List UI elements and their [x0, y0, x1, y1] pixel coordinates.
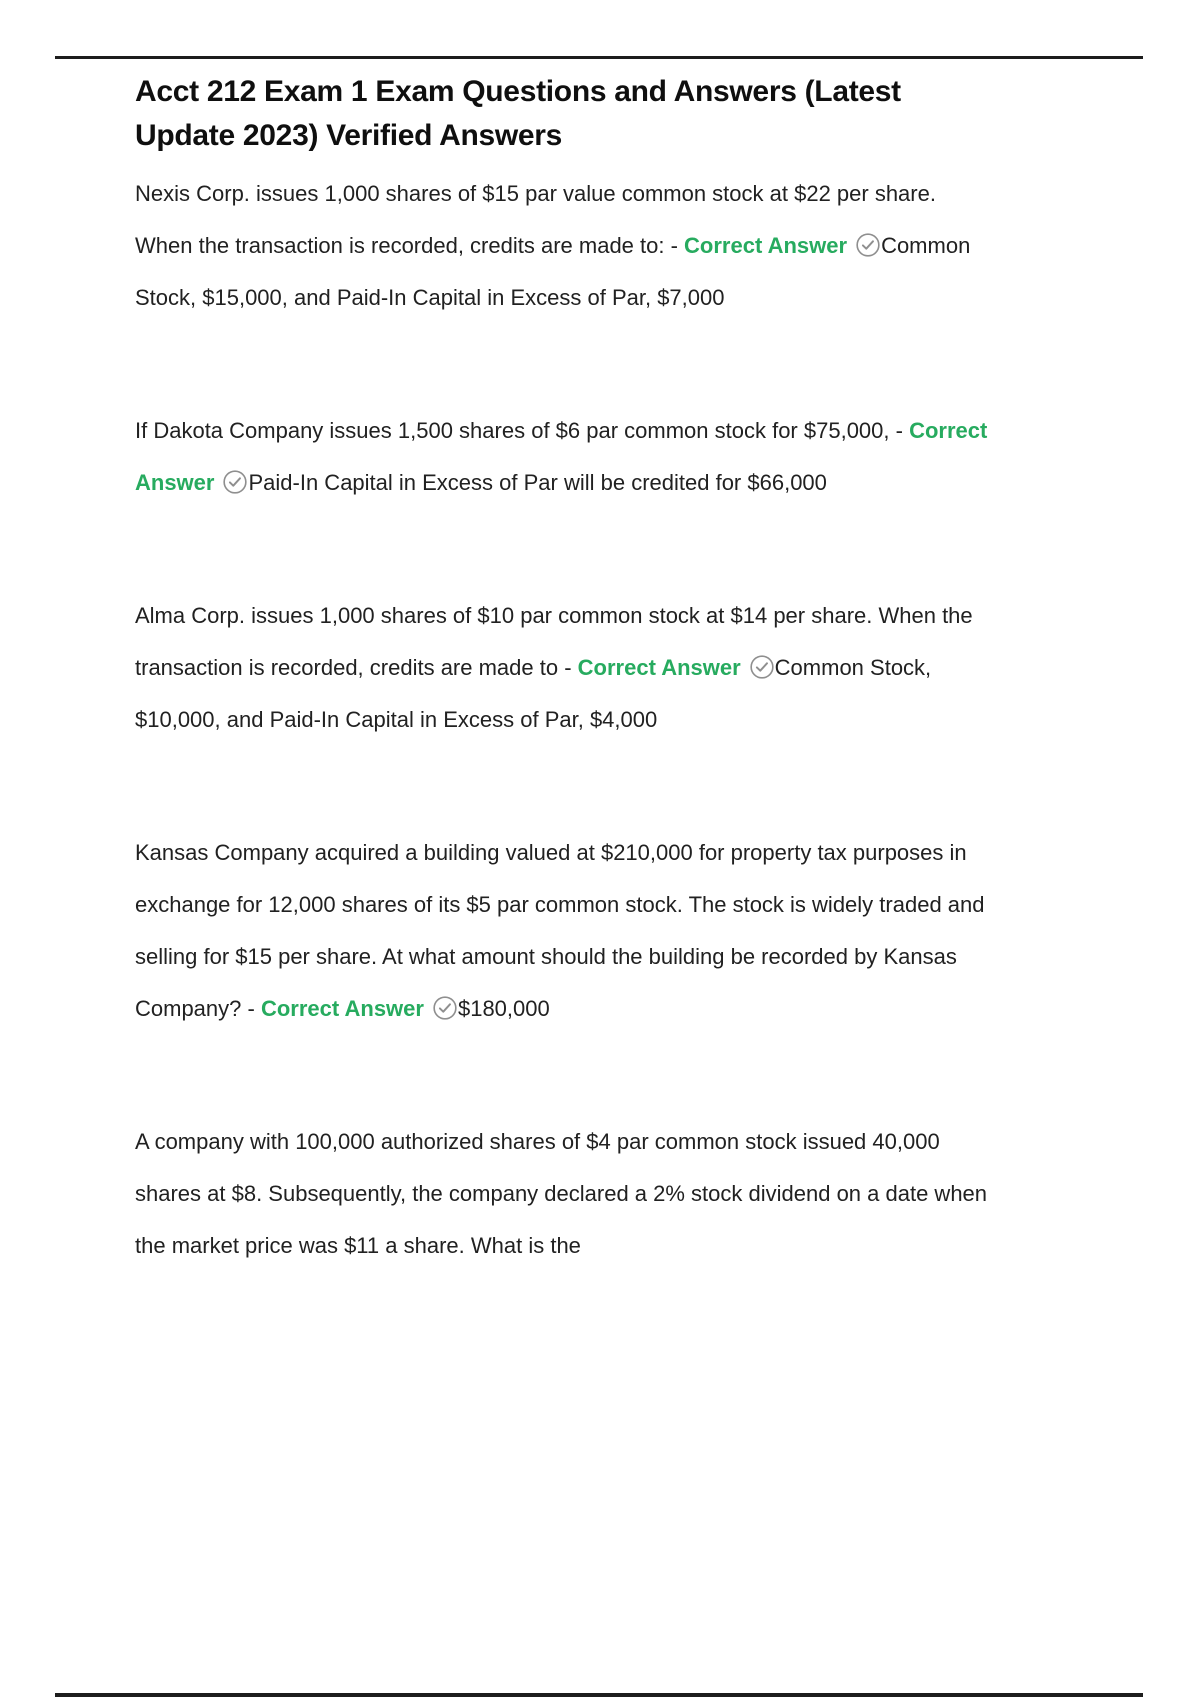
question-text: Alma Corp. issues 1,000 shares of $10 par common stock at $14 per share. When the transaction is recorded, credits are made to -: [135, 603, 973, 680]
question-text: Nexis Corp. issues 1,000 shares of $15 par value common stock at $22 per share. When the transaction is recorded, credits are made to: -: [135, 181, 936, 258]
qa-paragraph: [135, 827, 997, 1035]
qa-paragraph: [135, 590, 997, 746]
question-text: A company with 100,000 authorized shares of $4 par common stock issued 40,000 shares at $8. Subsequently, the company declared a 2% stock dividend on a date when the market price was $11 a share. What is the: [135, 1129, 988, 1258]
verified-check-icon: [222, 469, 248, 495]
document-content: [135, 70, 997, 1272]
answer-text: Common Stock, $10,000, and Paid-In Capital in Excess of Par, $4,000: [135, 655, 932, 732]
verified-check-icon: [855, 232, 881, 258]
correct-answer-label: Correct Answer: [684, 233, 848, 258]
top-divider-line: [55, 56, 1143, 59]
correct-answer-label: Correct Answer: [135, 418, 988, 495]
answer-text: $180,000: [457, 996, 550, 1021]
answer-text: Paid-In Capital in Excess of Par will be credited for $66,000: [248, 470, 827, 495]
qa-paragraph-truncated: [135, 1116, 997, 1272]
verified-check-icon: [432, 995, 458, 1021]
qa-paragraph: [135, 405, 997, 509]
document-title: Acct 212 Exam 1 Exam Questions and Answers (Latest Update 2023) Verified Answers: [135, 75, 901, 152]
qa-paragraph: [135, 168, 997, 324]
verified-check-icon: [749, 654, 775, 680]
correct-answer-label: Correct Answer: [260, 996, 424, 1021]
bottom-divider-line: [55, 1693, 1143, 1697]
answer-text: Common Stock, $15,000, and Paid-In Capital in Excess of Par, $7,000: [135, 233, 971, 310]
correct-answer-label: Correct Answer: [577, 655, 741, 680]
question-text: Kansas Company acquired a building valued at $210,000 for property tax purposes in exchange for 12,000 shares of its $5 par common stock. The stock is widely traded and selling for $15 per share. At what amount should the building be recorded by Kansas Company? -: [135, 840, 985, 1021]
question-text: If Dakota Company issues 1,500 shares of $6 par common stock for $75,000, -: [135, 418, 910, 443]
